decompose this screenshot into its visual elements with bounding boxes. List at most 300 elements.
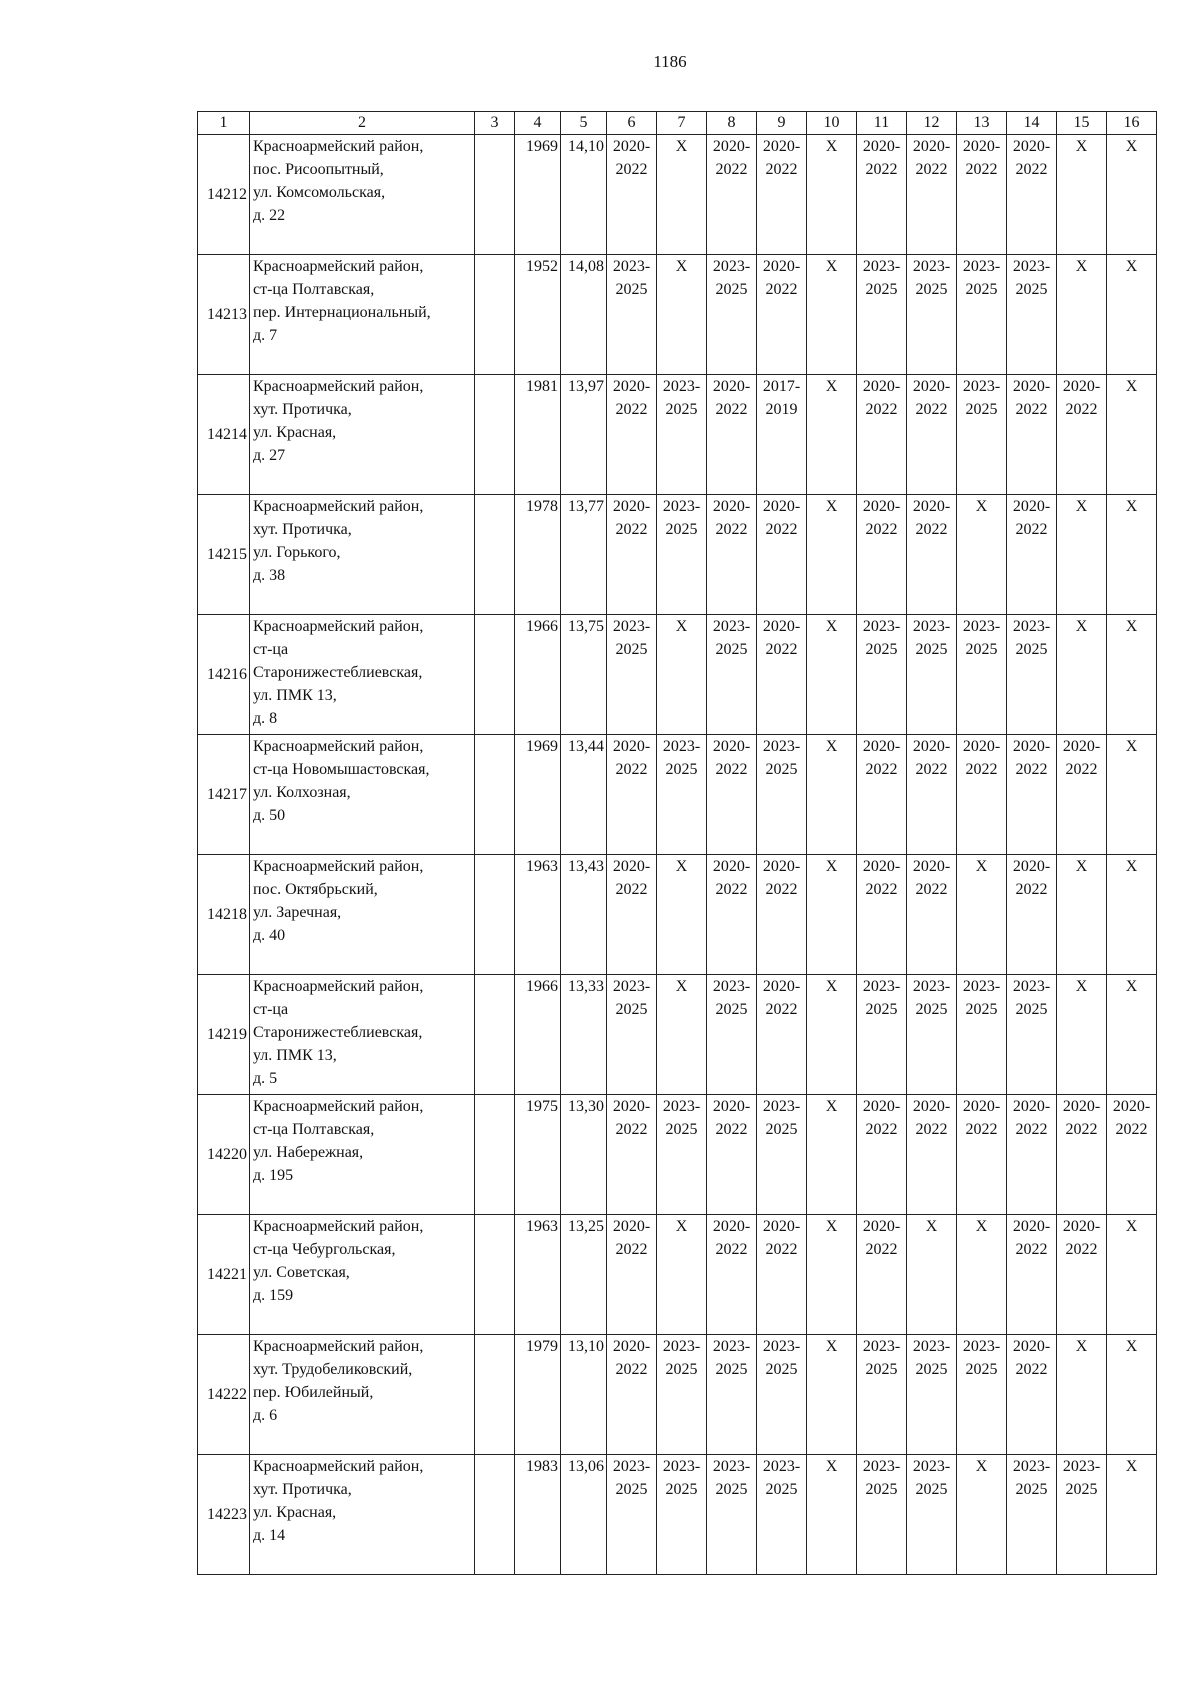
period-start: 2020- [762,138,801,155]
column-header-8: 8 [707,112,757,135]
address-line: Красноармейский район, [253,978,424,995]
period-cell [707,1215,757,1335]
column-header-5: 5 [561,112,607,135]
period-end: 2025 [965,641,998,658]
period-start: 2020- [612,1218,651,1235]
period-cell [957,135,1007,255]
period-start: 2020- [862,1098,901,1115]
period-start: 2023- [612,978,651,995]
period-cell [1007,735,1057,855]
period-start: 2023- [662,1458,701,1475]
row-id: 14219 [198,975,250,1095]
period-cell [907,495,957,615]
column-3-cell [475,1455,515,1575]
period-end: 2022 [865,521,898,538]
not-applicable-cell: Х [1107,1335,1157,1455]
address-line: хут. Протичка, [253,401,352,418]
period-start: 2023- [612,1458,651,1475]
period-cell [1007,855,1057,975]
column-header-16: 16 [1107,112,1157,135]
address-line: д. 40 [253,927,286,944]
period-end: 2022 [715,1241,748,1258]
period-end: 2022 [965,161,998,178]
address-line: Красноармейский район, [253,1098,424,1115]
address-line: ул. Красная, [253,424,337,441]
table-row [198,135,1157,255]
row-id: 14217 [198,735,250,855]
not-applicable-cell: Х [907,1215,957,1335]
housing-program-table [197,111,1157,1575]
not-applicable-cell: Х [657,135,707,255]
column-header-12: 12 [907,112,957,135]
period-start: 2023- [862,978,901,995]
column-3-cell [475,615,515,735]
column-3-cell [475,735,515,855]
period-cell [957,975,1007,1095]
address-line: ст-ца Полтавская, [253,1121,375,1138]
period-start: 2020- [1012,498,1051,515]
period-end: 2022 [715,881,748,898]
period-cell [907,1335,957,1455]
period-cell [607,135,657,255]
period-start: 2020- [612,1338,651,1355]
period-start: 2023- [862,618,901,635]
address-line: ул. Заречная, [253,904,342,921]
period-cell [1057,735,1107,855]
not-applicable-cell: Х [1107,615,1157,735]
table-row [198,1095,1157,1215]
period-end: 2022 [915,761,948,778]
period-end: 2025 [1015,641,1048,658]
period-end: 2022 [765,521,798,538]
period-cell [1007,1215,1057,1335]
value-cell: 13,06 [561,1455,607,1575]
value-cell: 14,08 [561,255,607,375]
period-end: 2025 [615,1481,648,1498]
period-end: 2025 [965,281,998,298]
year-cell: 1963 [515,855,561,975]
address-line: д. 14 [253,1527,286,1544]
period-start: 2020- [712,1218,751,1235]
period-cell [1007,1095,1057,1215]
year-cell: 1966 [515,615,561,735]
period-end: 2025 [665,521,698,538]
period-cell [907,375,957,495]
period-end: 2025 [615,281,648,298]
period-end: 2022 [765,1241,798,1258]
period-cell [857,855,907,975]
period-start: 2020- [1062,738,1101,755]
period-end: 2022 [915,161,948,178]
period-end: 2025 [915,281,948,298]
period-end: 2022 [1015,1361,1048,1378]
period-start: 2023- [962,618,1001,635]
period-cell [607,855,657,975]
period-start: 2020- [1012,1098,1051,1115]
period-cell [857,1095,907,1215]
column-header-1: 1 [198,112,250,135]
period-cell [907,855,957,975]
address-line: д. 6 [253,1407,278,1424]
address-line: пер. Интернациональный, [253,304,431,321]
column-3-cell [475,1215,515,1335]
period-cell [757,855,807,975]
period-end: 2022 [1065,401,1098,418]
period-cell [657,495,707,615]
not-applicable-cell: Х [1057,1335,1107,1455]
address-line: ул. Комсомольская, [253,184,386,201]
period-cell [907,735,957,855]
period-end: 2025 [865,641,898,658]
period-start: 2023- [862,1338,901,1355]
period-start: 2020- [912,498,951,515]
column-header-4: 4 [515,112,561,135]
address-line: Красноармейский район, [253,138,424,155]
period-start: 2020- [1062,378,1101,395]
table-row [198,1215,1157,1335]
column-3-cell [475,375,515,495]
year-cell: 1952 [515,255,561,375]
address-line: ст-ца [253,1001,289,1018]
value-cell: 13,25 [561,1215,607,1335]
period-end: 2022 [615,161,648,178]
column-header-10: 10 [807,112,857,135]
period-cell [857,255,907,375]
period-start: 2023- [862,1458,901,1475]
period-cell [657,735,707,855]
period-start: 2023- [862,258,901,275]
period-start: 2020- [862,498,901,515]
year-cell: 1983 [515,1455,561,1575]
period-cell [757,975,807,1095]
period-end: 2022 [865,1241,898,1258]
year-cell: 1969 [515,135,561,255]
period-end: 2022 [765,881,798,898]
period-cell [1007,615,1057,735]
period-end: 2025 [615,641,648,658]
period-start: 2017- [762,378,801,395]
not-applicable-cell: Х [957,855,1007,975]
period-cell [707,615,757,735]
address-cell [250,1095,475,1215]
period-cell [1007,375,1057,495]
not-applicable-cell: Х [657,615,707,735]
row-id: 14218 [198,855,250,975]
page-number: 1186 [653,52,687,71]
address-line: хут. Трудобеликовский, [253,1361,413,1378]
period-cell [707,1455,757,1575]
period-end: 2025 [765,761,798,778]
period-end: 2025 [865,1481,898,1498]
period-start: 2020- [1012,138,1051,155]
address-line: пос. Октябрьский, [253,881,378,898]
address-line: ул. ПМК 13, [253,1047,337,1064]
address-line: д. 27 [253,447,286,464]
period-start: 2020- [862,858,901,875]
address-cell [250,135,475,255]
period-end: 2022 [615,1361,648,1378]
period-cell [607,975,657,1095]
address-cell [250,975,475,1095]
period-end: 2022 [1015,1121,1048,1138]
period-end: 2025 [715,641,748,658]
column-header-6: 6 [607,112,657,135]
period-start: 2020- [962,1098,1001,1115]
period-end: 2022 [1015,401,1048,418]
table-row [198,255,1157,375]
period-start: 2020- [912,138,951,155]
address-line: ул. Набережная, [253,1144,364,1161]
period-end: 2022 [915,521,948,538]
not-applicable-cell: Х [1107,735,1157,855]
not-applicable-cell: Х [807,1335,857,1455]
period-cell [707,255,757,375]
address-cell [250,495,475,615]
period-end: 2025 [915,1481,948,1498]
column-3-cell [475,1095,515,1215]
address-line: хут. Протичка, [253,1481,352,1498]
period-cell [707,495,757,615]
column-header-13: 13 [957,112,1007,135]
table-row [198,855,1157,975]
period-start: 2023- [662,498,701,515]
column-header-15: 15 [1057,112,1107,135]
not-applicable-cell: Х [807,375,857,495]
period-end: 2022 [1065,1241,1098,1258]
period-end: 2025 [865,1361,898,1378]
address-line: ул. Горького, [253,544,341,561]
period-cell [657,1095,707,1215]
column-3-cell [475,1335,515,1455]
period-cell [757,1335,807,1455]
period-start: 2020- [862,1218,901,1235]
period-cell [957,1095,1007,1215]
period-start: 2023- [1012,618,1051,635]
column-3-cell [475,255,515,375]
period-end: 2022 [615,401,648,418]
period-end: 2025 [865,1001,898,1018]
table-row [198,1455,1157,1575]
period-end: 2022 [915,401,948,418]
not-applicable-cell: Х [657,1215,707,1335]
address-cell [250,615,475,735]
period-start: 2020- [912,858,951,875]
period-cell [707,975,757,1095]
not-applicable-cell: Х [1107,855,1157,975]
period-cell [607,495,657,615]
period-start: 2023- [612,258,651,275]
column-number-row [198,112,1157,135]
column-3-cell [475,855,515,975]
period-cell [857,975,907,1095]
not-applicable-cell: Х [1057,255,1107,375]
period-cell [707,1335,757,1455]
period-start: 2023- [962,378,1001,395]
period-end: 2025 [615,1001,648,1018]
address-cell [250,1215,475,1335]
period-cell [957,255,1007,375]
period-start: 2023- [1012,1458,1051,1475]
period-cell [957,735,1007,855]
address-line: ст-ца Полтавская, [253,281,375,298]
period-start: 2020- [762,618,801,635]
period-end: 2025 [715,1481,748,1498]
address-line: ст-ца Новомышастовская, [253,761,430,778]
period-end: 2025 [1065,1481,1098,1498]
period-cell [1007,1335,1057,1455]
period-start: 2020- [612,1098,651,1115]
row-id: 14222 [198,1335,250,1455]
address-line: Красноармейский район, [253,378,424,395]
period-end: 2022 [715,1121,748,1138]
address-line: Красноармейский район, [253,1338,424,1355]
year-cell: 1975 [515,1095,561,1215]
period-start: 2020- [1012,378,1051,395]
period-end: 2025 [915,1001,948,1018]
period-end: 2022 [615,881,648,898]
period-end: 2025 [765,1481,798,1498]
not-applicable-cell: Х [807,855,857,975]
period-start: 2023- [712,258,751,275]
value-cell: 13,44 [561,735,607,855]
not-applicable-cell: Х [957,1455,1007,1575]
year-cell: 1979 [515,1335,561,1455]
not-applicable-cell: Х [807,135,857,255]
period-start: 2020- [712,138,751,155]
period-end: 2022 [765,281,798,298]
period-start: 2023- [712,618,751,635]
address-line: Красноармейский район, [253,858,424,875]
period-cell [757,1095,807,1215]
period-start: 2023- [1062,1458,1101,1475]
not-applicable-cell: Х [807,255,857,375]
column-3-cell [475,135,515,255]
period-end: 2022 [965,1121,998,1138]
address-line: ст-ца Чебургольская, [253,1241,396,1258]
period-cell [1057,1455,1107,1575]
period-cell [907,1095,957,1215]
period-start: 2023- [762,1098,801,1115]
row-id: 14212 [198,135,250,255]
period-cell [957,1335,1007,1455]
period-start: 2023- [712,1458,751,1475]
value-cell: 13,10 [561,1335,607,1455]
period-cell [1057,1215,1107,1335]
period-end: 2025 [965,1361,998,1378]
value-cell: 13,77 [561,495,607,615]
period-end: 2022 [1065,761,1098,778]
period-cell [857,135,907,255]
period-cell [957,375,1007,495]
period-end: 2025 [715,281,748,298]
period-start: 2023- [662,378,701,395]
address-line: ул. Красная, [253,1504,337,1521]
not-applicable-cell: Х [1107,375,1157,495]
address-line: Старонижестеблиевская, [253,664,423,681]
period-cell [707,735,757,855]
address-line: д. 159 [253,1287,294,1304]
period-end: 2025 [1015,1481,1048,1498]
not-applicable-cell: Х [1107,975,1157,1095]
period-end: 2022 [715,401,748,418]
table-row [198,735,1157,855]
period-cell [607,1095,657,1215]
period-cell [1007,975,1057,1095]
address-line: ул. Колхозная, [253,784,351,801]
period-start: 2023- [762,1458,801,1475]
row-id: 14213 [198,255,250,375]
period-end: 2025 [765,1121,798,1138]
period-cell [857,735,907,855]
not-applicable-cell: Х [807,735,857,855]
address-line: д. 22 [253,207,286,224]
period-start: 2023- [712,1338,751,1355]
period-end: 2022 [1015,881,1048,898]
row-id: 14215 [198,495,250,615]
period-cell [757,1215,807,1335]
column-3-cell [475,975,515,1095]
period-cell [707,1095,757,1215]
period-cell [607,1215,657,1335]
period-cell [607,1335,657,1455]
period-start: 2020- [762,978,801,995]
not-applicable-cell: Х [1107,1455,1157,1575]
period-end: 2022 [865,761,898,778]
period-start: 2023- [962,978,1001,995]
period-end: 2022 [615,1121,648,1138]
row-id: 14221 [198,1215,250,1335]
not-applicable-cell: Х [1107,255,1157,375]
not-applicable-cell: Х [657,255,707,375]
period-cell [657,1455,707,1575]
not-applicable-cell: Х [807,495,857,615]
period-start: 2023- [1012,978,1051,995]
year-cell: 1969 [515,735,561,855]
value-cell: 13,75 [561,615,607,735]
year-cell: 1981 [515,375,561,495]
period-end: 2025 [665,761,698,778]
not-applicable-cell: Х [807,975,857,1095]
period-start: 2020- [1062,1218,1101,1235]
period-start: 2023- [912,978,951,995]
period-start: 2020- [612,138,651,155]
address-line: Красноармейский район, [253,738,424,755]
period-end: 2022 [915,1121,948,1138]
period-start: 2020- [1012,1218,1051,1235]
period-end: 2025 [1015,281,1048,298]
value-cell: 13,97 [561,375,607,495]
period-cell [607,375,657,495]
not-applicable-cell: Х [1107,135,1157,255]
value-cell: 14,10 [561,135,607,255]
period-start: 2023- [912,618,951,635]
period-end: 2022 [865,161,898,178]
period-start: 2020- [962,738,1001,755]
period-cell [657,1335,707,1455]
period-start: 2020- [712,498,751,515]
period-end: 2025 [665,1361,698,1378]
period-end: 2022 [765,161,798,178]
period-end: 2022 [615,761,648,778]
not-applicable-cell: Х [657,855,707,975]
period-start: 2020- [912,1098,951,1115]
address-line: пер. Юбилейный, [253,1384,374,1401]
period-end: 2025 [915,1361,948,1378]
value-cell: 13,43 [561,855,607,975]
address-cell [250,855,475,975]
period-end: 2025 [765,1361,798,1378]
period-cell [907,255,957,375]
